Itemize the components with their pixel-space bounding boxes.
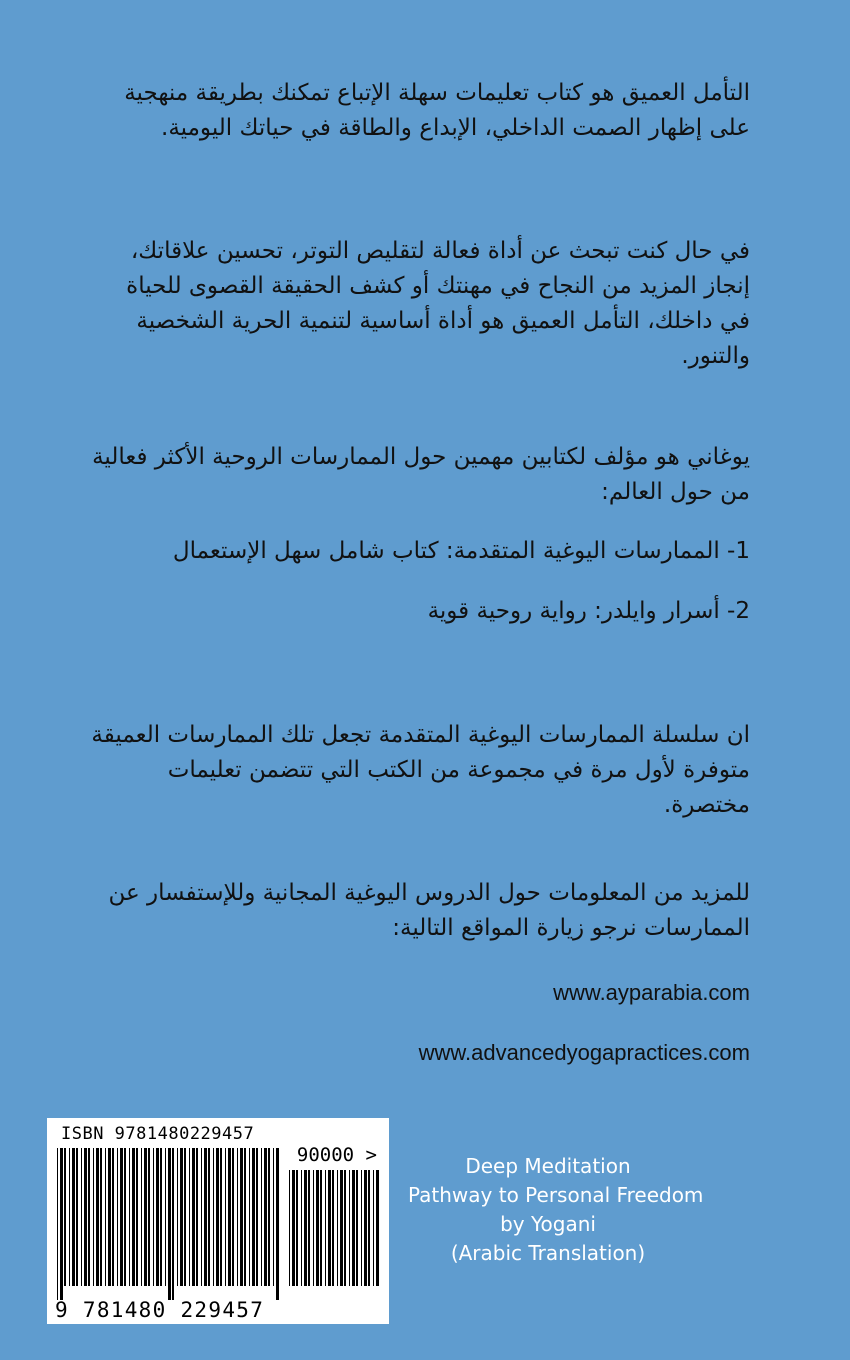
barcode-bar: [368, 1170, 370, 1286]
barcode-bar: [184, 1148, 186, 1286]
barcode-bar: [96, 1148, 99, 1286]
barcode-bar: [340, 1170, 343, 1286]
barcode-bar: [373, 1170, 374, 1286]
barcode-bar: [216, 1148, 219, 1286]
barcode-bar: [301, 1170, 302, 1286]
barcode-bar: [256, 1148, 258, 1286]
title-line: Deep Meditation: [465, 1154, 631, 1178]
barcode-bar: [81, 1148, 82, 1286]
barcode-bar: [232, 1148, 234, 1286]
subtitle-line: Pathway to Personal Freedom: [408, 1183, 704, 1207]
barcode-bar: [153, 1148, 154, 1286]
barcode-bar: [156, 1148, 159, 1286]
barcode-addon-bars: [289, 1170, 379, 1300]
barcode-bar: [141, 1148, 142, 1286]
barcode-bar: [148, 1148, 150, 1286]
paragraph-more-info: للمزيد من المعلومات حول الدروس اليوغية المجانية وللإستفسار عن الممارسات نرجو زيارة المواقع التالية:: [108, 880, 750, 941]
isbn-barcode: [47, 1118, 389, 1324]
barcode-bar: [204, 1148, 207, 1286]
barcode-bar: [69, 1148, 70, 1286]
book-item-1: 1- الممارسات اليوغية المتقدمة: كتاب شامل سهل الإستعمال: [172, 538, 750, 564]
barcode-bar: [228, 1148, 231, 1286]
barcode-bar: [172, 1148, 174, 1300]
barcode-bar: [105, 1148, 106, 1286]
barcode-bar: [129, 1148, 130, 1286]
barcode-bar: [268, 1148, 270, 1286]
barcode-bar: [220, 1148, 222, 1286]
barcode-bar: [252, 1148, 255, 1286]
barcode-bar: [308, 1170, 310, 1286]
barcode-bar: [88, 1148, 90, 1286]
paragraph-purpose: في حال كنت تبحث عن أداة فعالة لتقليص التوتر، تحسين علاقاتك، إنجاز المزيد من النجاح في مهنتك أو كشف الحقيقة القصوى للحياة في داخلك، التأمل العميق هو أداة أساسية لتنمية الحرية الشخصية والتنور.: [126, 238, 750, 369]
barcode-bar: [249, 1148, 250, 1286]
barcode-bar: [225, 1148, 226, 1286]
barcode-bar: [344, 1170, 346, 1286]
barcode-bar: [328, 1170, 331, 1286]
barcode-bar: [292, 1170, 295, 1286]
barcode-bar: [196, 1148, 198, 1286]
barcode-bar: [189, 1148, 190, 1286]
barcode-bar: [60, 1148, 63, 1300]
barcode-bar: [289, 1170, 290, 1286]
barcode-bar: [165, 1148, 166, 1286]
barcode-bar: [144, 1148, 147, 1286]
barcode-bar: [264, 1148, 267, 1286]
barcode-bar: [180, 1148, 183, 1286]
website-url-2: www.advancedyogapractices.com: [418, 1040, 750, 1065]
author-line: by Yogani: [500, 1212, 596, 1236]
barcode-bar: [361, 1170, 362, 1286]
barcode-bar: [57, 1148, 58, 1300]
barcode-bar: [76, 1148, 78, 1286]
barcode-bar: [84, 1148, 87, 1286]
barcode-bar: [117, 1148, 118, 1286]
barcode-bar: [376, 1170, 379, 1286]
barcode-bar: [177, 1148, 178, 1286]
barcode-bar: [296, 1170, 298, 1286]
barcode-bar: [72, 1148, 75, 1286]
price-code: 90000 >: [296, 1144, 377, 1166]
barcode-bar: [192, 1148, 195, 1286]
book-item-2: 2- أسرار وايلدر: رواية روحية قوية: [427, 598, 750, 624]
barcode-bar: [337, 1170, 338, 1286]
barcode-bar: [304, 1170, 307, 1286]
barcode-bar: [108, 1148, 111, 1286]
barcode-bar: [112, 1148, 114, 1286]
barcode-bars: [57, 1148, 282, 1300]
barcode-bar: [320, 1170, 322, 1286]
barcode-bar: [313, 1170, 314, 1286]
barcode-bar: [64, 1148, 66, 1286]
barcode-bar: [213, 1148, 214, 1286]
barcode-bar: [160, 1148, 162, 1286]
barcode-bar: [356, 1170, 358, 1286]
barcode-bar: [208, 1148, 210, 1286]
barcode-bar: [261, 1148, 262, 1286]
barcode-digits: 9 781480 229457: [55, 1298, 265, 1322]
paragraph-author: يوغاني هو مؤلف لكتابين مهمين حول الممارسات الروحية الأكثر فعالية من حول العالم:: [92, 444, 750, 505]
barcode-bar: [273, 1148, 274, 1286]
barcode-bar: [124, 1148, 126, 1286]
barcode-bar: [364, 1170, 367, 1286]
paragraph-series: ان سلسلة الممارسات اليوغية المتقدمة تجعل تلك الممارسات العميقة متوفرة لأول مرة في مجموعة من الكتب التي تتضمن تعليمات مختصرة.: [91, 722, 750, 818]
barcode-bar: [93, 1148, 94, 1286]
barcode-bar: [352, 1170, 355, 1286]
barcode-bar: [244, 1148, 246, 1286]
barcode-bar: [276, 1148, 279, 1300]
cover-title: [408, 1152, 704, 1268]
barcode-bar: [240, 1148, 243, 1286]
barcode-bar: [136, 1148, 138, 1286]
paragraph-intro: التأمل العميق هو كتاب تعليمات سهلة الإتباع تمكنك بطريقة منهجية على إظهار الصمت الداخلي، الإبداع والطاقة في حياتك اليومية.: [124, 80, 750, 141]
barcode-bar: [132, 1148, 135, 1286]
barcode-bar: [100, 1148, 102, 1286]
isbn-label: ISBN 9781480229457: [61, 1124, 255, 1144]
website-url-1: www.ayparabia.com: [553, 980, 750, 1005]
barcode-bar: [349, 1170, 350, 1286]
barcode-bar: [325, 1170, 326, 1286]
barcode-bar: [201, 1148, 202, 1286]
barcode-bar: [332, 1170, 334, 1286]
translation-line: (Arabic Translation): [450, 1241, 646, 1265]
barcode-bar: [168, 1148, 171, 1300]
barcode-bar: [237, 1148, 238, 1286]
barcode-bar: [120, 1148, 123, 1286]
barcode-bar: [316, 1170, 319, 1286]
